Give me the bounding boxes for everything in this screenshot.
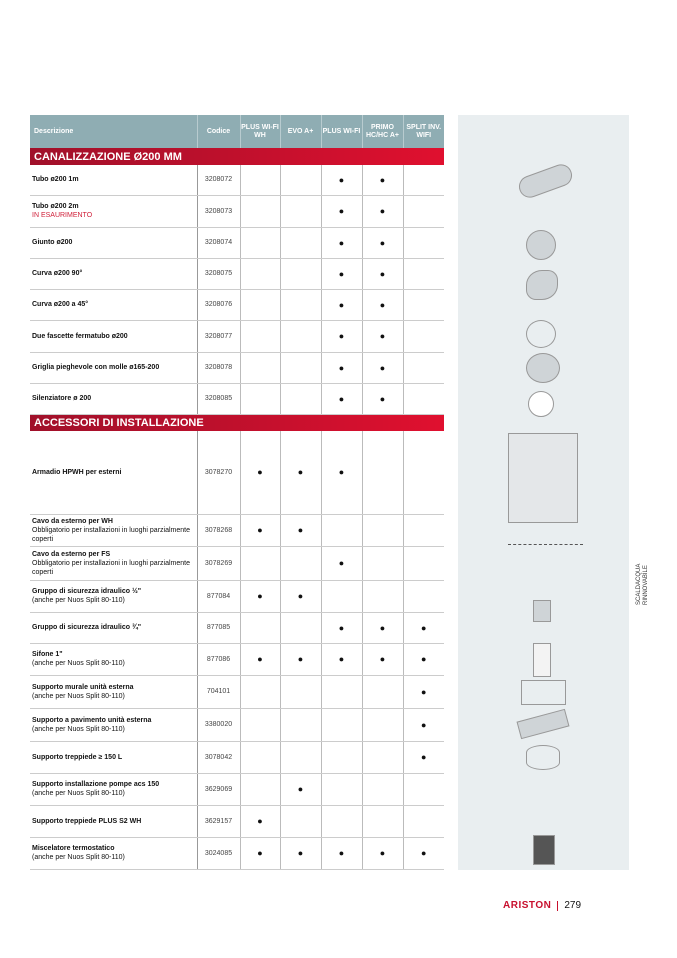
compatibility-cell	[321, 612, 362, 643]
compatibility-cell	[403, 580, 444, 612]
table-row	[30, 431, 444, 514]
item-note: (anche per Nuos Split 80-110)	[32, 692, 125, 700]
compatible-dot: ●	[421, 686, 427, 697]
item-note: IN ESAURIMENTO	[32, 212, 93, 219]
description-cell	[30, 195, 197, 227]
description-cell	[30, 320, 197, 352]
compatibility-cell	[240, 352, 280, 383]
compatibility-cell	[280, 643, 321, 675]
description-cell	[30, 643, 197, 675]
compatible-dot: ●	[379, 622, 386, 633]
item-note: Obbligatorio per installazioni in luoghi parzialmente coperti	[32, 559, 190, 576]
item-name: Giunto ø200	[32, 239, 73, 246]
item-name: Gruppo di sicurezza idraulico ½"	[32, 588, 142, 595]
compatibility-cell	[280, 258, 321, 289]
table-row	[30, 643, 444, 675]
header-evo: EVO A+	[280, 115, 321, 148]
description-cell	[30, 383, 197, 414]
compatible-dot: ●	[257, 816, 263, 826]
compatible-dot: ●	[379, 299, 386, 310]
table-row	[30, 289, 444, 320]
code-cell: 3078269	[197, 546, 240, 580]
compatible-dot: ●	[338, 654, 345, 664]
code-cell: 3208078	[197, 352, 240, 383]
compatibility-cell	[403, 805, 444, 837]
compatibility-cell	[321, 320, 362, 352]
compatibility-cell	[403, 320, 444, 352]
code-cell: 3208072	[197, 165, 240, 195]
compatibility-cell	[280, 514, 321, 546]
compatibility-cell	[321, 580, 362, 612]
item-note: Obbligatorio per installazioni in luoghi parzialmente coperti	[32, 526, 190, 543]
table-row	[30, 580, 444, 612]
compatible-dot: ●	[257, 848, 263, 858]
item-name: Supporto a pavimento unità esterna	[32, 716, 152, 724]
compatibility-cell	[240, 837, 280, 869]
compatibility-cell	[321, 675, 362, 708]
compatibility-cell	[280, 708, 321, 741]
tripod-image	[526, 745, 560, 770]
description-cell	[30, 546, 197, 580]
item-name: Supporto treppiede PLUS S2 WH	[32, 817, 142, 825]
compatible-dot: ●	[379, 174, 386, 185]
tube-image	[516, 161, 575, 200]
section-title: ACCESSORI DI INSTALLAZIONE	[30, 414, 444, 431]
compatibility-cell	[362, 580, 403, 612]
compatibility-cell	[280, 289, 321, 320]
item-name: Miscelatore termostatico	[32, 845, 115, 852]
compatibility-cell	[240, 195, 280, 227]
footer	[503, 900, 581, 911]
cabinet-image	[508, 433, 578, 523]
side-label: SCALDACQUA RINNOVABILE	[636, 563, 649, 605]
compatibility-cell	[362, 741, 403, 773]
compatible-dot: ●	[297, 654, 304, 664]
header-description: Descrizione	[30, 115, 197, 148]
compatible-dot: ●	[297, 525, 304, 535]
item-name: Griglia pieghevole con molle ø165-200	[32, 364, 160, 371]
code-cell: 877085	[197, 612, 240, 643]
description-cell	[30, 773, 197, 805]
compatible-dot: ●	[297, 591, 304, 601]
item-name: Supporto installazione pompe acs 150	[32, 781, 160, 788]
compatibility-cell	[362, 773, 403, 805]
table-row	[30, 383, 444, 414]
compatibility-cell	[403, 258, 444, 289]
compatible-dot: ●	[421, 622, 427, 633]
compatibility-cell	[280, 383, 321, 414]
compatibility-cell	[403, 514, 444, 546]
description-cell	[30, 431, 197, 514]
compatible-dot: ●	[338, 268, 345, 279]
compatibility-cell	[321, 805, 362, 837]
compatible-dot: ●	[338, 331, 345, 341]
compatibility-cell	[240, 546, 280, 580]
item-name: Tubo ø200 1m	[32, 176, 79, 184]
compatibility-cell	[403, 675, 444, 708]
compatible-dot: ●	[421, 752, 427, 762]
compatibility-cell	[403, 837, 444, 869]
table-row	[30, 227, 444, 258]
compatible-dot: ●	[338, 558, 345, 568]
code-cell: 3629069	[197, 773, 240, 805]
compatibility-cell	[240, 383, 280, 414]
compatible-dot: ●	[338, 467, 345, 478]
compatibility-cell	[280, 195, 321, 227]
compatible-dot: ●	[338, 362, 345, 373]
compatible-dot: ●	[379, 268, 386, 279]
compatibility-cell	[240, 708, 280, 741]
compatibility-cell	[403, 383, 444, 414]
table-row	[30, 741, 444, 773]
compatible-dot: ●	[379, 848, 386, 858]
description-cell	[30, 805, 197, 837]
table-row	[30, 195, 444, 227]
header-plus-wifi: PLUS WI-FI	[321, 115, 362, 148]
item-name: Supporto treppiede ≥ 150 L	[32, 753, 123, 761]
description-cell	[30, 258, 197, 289]
compatibility-cell	[280, 773, 321, 805]
silencer-image	[528, 391, 554, 417]
compatibility-cell	[280, 580, 321, 612]
compatibility-cell	[362, 837, 403, 869]
description-cell	[30, 741, 197, 773]
code-cell: 3078270	[197, 431, 240, 514]
section-title: CANALIZZAZIONE Ø200 MM	[30, 148, 444, 165]
compatible-dot: ●	[338, 174, 345, 185]
description-cell	[30, 580, 197, 612]
compatibility-cell	[240, 227, 280, 258]
compatibility-cell	[362, 643, 403, 675]
table-row	[30, 837, 444, 869]
code-cell: 877084	[197, 580, 240, 612]
item-name: Cavo da esterno per WH	[32, 517, 113, 525]
compatibility-cell	[240, 741, 280, 773]
compatibility-cell	[321, 383, 362, 414]
code-cell: 3208085	[197, 383, 240, 414]
item-name: Cavo da esterno per FS	[32, 550, 111, 558]
compatibility-cell	[280, 227, 321, 258]
compatible-dot: ●	[257, 591, 263, 601]
ariston-logo: ARISTON	[503, 900, 552, 911]
code-cell: 3380020	[197, 708, 240, 741]
compatible-dot: ●	[338, 299, 345, 310]
code-cell: 3208075	[197, 258, 240, 289]
siphon-image	[533, 643, 551, 677]
section-header	[30, 148, 444, 165]
compatibility-cell	[403, 546, 444, 580]
compatibility-cell	[240, 320, 280, 352]
compatibility-cell	[403, 227, 444, 258]
compatible-dot: ●	[257, 525, 263, 535]
header-split: SPLIT INV. WIFI	[403, 115, 444, 148]
compatibility-cell	[240, 165, 280, 195]
header-plus-wifi-wh: PLUS WI-FI WH	[240, 115, 280, 148]
compatible-dot: ●	[379, 237, 386, 248]
item-name: Supporto murale unità esterna	[32, 683, 134, 691]
compatibility-cell	[362, 352, 403, 383]
compatibility-cell	[280, 741, 321, 773]
compatibility-cell	[321, 643, 362, 675]
compatibility-cell	[403, 289, 444, 320]
code-cell: 3208074	[197, 227, 240, 258]
compatible-dot: ●	[257, 467, 263, 478]
code-cell: 3208073	[197, 195, 240, 227]
table-row	[30, 514, 444, 546]
compatible-dot: ●	[379, 393, 386, 404]
description-cell	[30, 612, 197, 643]
compatibility-cell	[321, 514, 362, 546]
item-note: (anche per Nuos Split 80-110)	[32, 660, 125, 667]
compatibility-cell	[280, 431, 321, 514]
table-row	[30, 352, 444, 383]
compatibility-cell	[362, 431, 403, 514]
page-number: 279	[564, 900, 582, 911]
compatibility-cell	[403, 195, 444, 227]
item-name: Gruppo di sicurezza idraulico ¾"	[32, 624, 142, 631]
compatibility-cell	[321, 227, 362, 258]
compatible-dot: ●	[421, 719, 427, 730]
compatibility-cell	[280, 352, 321, 383]
item-note: (anche per Nuos Split 80-110)	[32, 854, 125, 861]
description-cell	[30, 514, 197, 546]
compatibility-cell	[280, 612, 321, 643]
compatibility-cell	[321, 352, 362, 383]
compatibility-cell	[280, 165, 321, 195]
compatibility-cell	[362, 227, 403, 258]
compatibility-cell	[362, 195, 403, 227]
compatibility-cell	[280, 675, 321, 708]
product-images-panel	[458, 115, 629, 870]
compatibility-cell	[240, 612, 280, 643]
header-code: Codice	[197, 115, 240, 148]
compatibility-cell	[280, 546, 321, 580]
code-cell: 3629157	[197, 805, 240, 837]
compatible-dot: ●	[379, 206, 386, 216]
compatibility-cell	[321, 741, 362, 773]
description-cell	[30, 708, 197, 741]
compatibility-cell	[362, 514, 403, 546]
description-cell	[30, 289, 197, 320]
compatibility-cell	[240, 431, 280, 514]
joint-image	[526, 230, 556, 260]
item-name: Silenziatore ø 200	[32, 395, 92, 402]
code-cell: 3208077	[197, 320, 240, 352]
compatibility-cell	[240, 805, 280, 837]
item-name: Tubo ø200 2m	[32, 203, 79, 210]
table-row	[30, 675, 444, 708]
code-cell: 3078268	[197, 514, 240, 546]
table-row	[30, 805, 444, 837]
compatible-dot: ●	[379, 331, 386, 341]
compatibility-cell	[362, 675, 403, 708]
compatibility-cell	[403, 643, 444, 675]
compatibility-cell	[240, 643, 280, 675]
item-name: Curva ø200 90°	[32, 270, 83, 277]
description-cell	[30, 837, 197, 869]
item-name: Curva ø200 a 45°	[32, 301, 89, 308]
wall-bracket-image	[521, 680, 566, 705]
item-name: Sifone 1"	[32, 651, 63, 658]
compatibility-cell	[362, 289, 403, 320]
compatibility-cell	[321, 431, 362, 514]
compatibility-cell	[240, 773, 280, 805]
compatibility-cell	[362, 383, 403, 414]
code-cell: 3024085	[197, 837, 240, 869]
compatibility-cell	[321, 773, 362, 805]
compatible-dot: ●	[421, 848, 427, 858]
item-note: (anche per Nuos Split 80-110)	[32, 597, 125, 604]
description-cell	[30, 165, 197, 195]
compatibility-cell	[321, 258, 362, 289]
divider	[557, 901, 558, 911]
compatibility-cell	[321, 837, 362, 869]
compatibility-cell	[321, 546, 362, 580]
compatibility-cell	[280, 837, 321, 869]
mixer-image	[533, 835, 555, 865]
code-cell: 877086	[197, 643, 240, 675]
compatible-dot: ●	[338, 393, 345, 404]
item-name: Armadio HPWH per esterni	[32, 468, 122, 476]
compatible-dot: ●	[257, 654, 263, 664]
compatible-dot: ●	[379, 362, 386, 373]
description-cell	[30, 352, 197, 383]
compatibility-cell	[240, 258, 280, 289]
compatibility-cell	[362, 708, 403, 741]
compatible-dot: ●	[338, 237, 345, 248]
code-cell: 3208076	[197, 289, 240, 320]
compatibility-cell	[321, 195, 362, 227]
item-note: (anche per Nuos Split 80-110)	[32, 790, 125, 797]
table-row	[30, 773, 444, 805]
compatibility-cell	[321, 289, 362, 320]
compatible-dot: ●	[338, 206, 345, 216]
table-row	[30, 708, 444, 741]
table-row	[30, 612, 444, 643]
compatibility-cell	[403, 352, 444, 383]
compatibility-cell	[403, 741, 444, 773]
table-row	[30, 258, 444, 289]
compatible-dot: ●	[297, 848, 304, 858]
compatibility-cell	[240, 580, 280, 612]
compatibility-cell	[362, 165, 403, 195]
compatibility-cell	[240, 289, 280, 320]
grille-image	[526, 353, 560, 383]
compatible-dot: ●	[338, 622, 345, 633]
header-primo: PRIMO HC/HC A+	[362, 115, 403, 148]
compatibility-cell	[362, 320, 403, 352]
compatible-dot: ●	[297, 467, 304, 478]
code-cell: 704101	[197, 675, 240, 708]
floor-support-image	[517, 709, 570, 739]
elbow-image	[526, 270, 558, 300]
compatibility-cell	[280, 320, 321, 352]
compatible-dot: ●	[421, 654, 427, 664]
clamp-image	[526, 320, 556, 348]
compatibility-cell	[403, 165, 444, 195]
table-row	[30, 546, 444, 580]
compatibility-cell	[362, 612, 403, 643]
compatible-dot: ●	[338, 848, 345, 858]
cable-image	[508, 533, 583, 545]
compatibility-cell	[321, 708, 362, 741]
compatibility-cell	[403, 708, 444, 741]
section-header	[30, 414, 444, 431]
compatible-dot: ●	[379, 654, 386, 664]
compatibility-cell	[403, 431, 444, 514]
compatibility-cell	[362, 546, 403, 580]
compatibility-cell	[321, 165, 362, 195]
compatibility-cell	[403, 612, 444, 643]
compatibility-cell	[403, 773, 444, 805]
accessories-table	[30, 115, 444, 870]
compatibility-cell	[362, 258, 403, 289]
description-cell	[30, 675, 197, 708]
compatibility-cell	[240, 514, 280, 546]
compatibility-cell	[280, 805, 321, 837]
item-note: (anche per Nuos Split 80-110)	[32, 725, 125, 733]
description-cell	[30, 227, 197, 258]
compatible-dot: ●	[297, 784, 304, 794]
compatibility-cell	[362, 805, 403, 837]
table-row	[30, 320, 444, 352]
compatibility-cell	[240, 675, 280, 708]
safety-group-image	[533, 600, 551, 622]
code-cell: 3078042	[197, 741, 240, 773]
table-header	[30, 115, 444, 148]
item-name: Due fascette fermatubo ø200	[32, 332, 128, 340]
table-row	[30, 165, 444, 195]
